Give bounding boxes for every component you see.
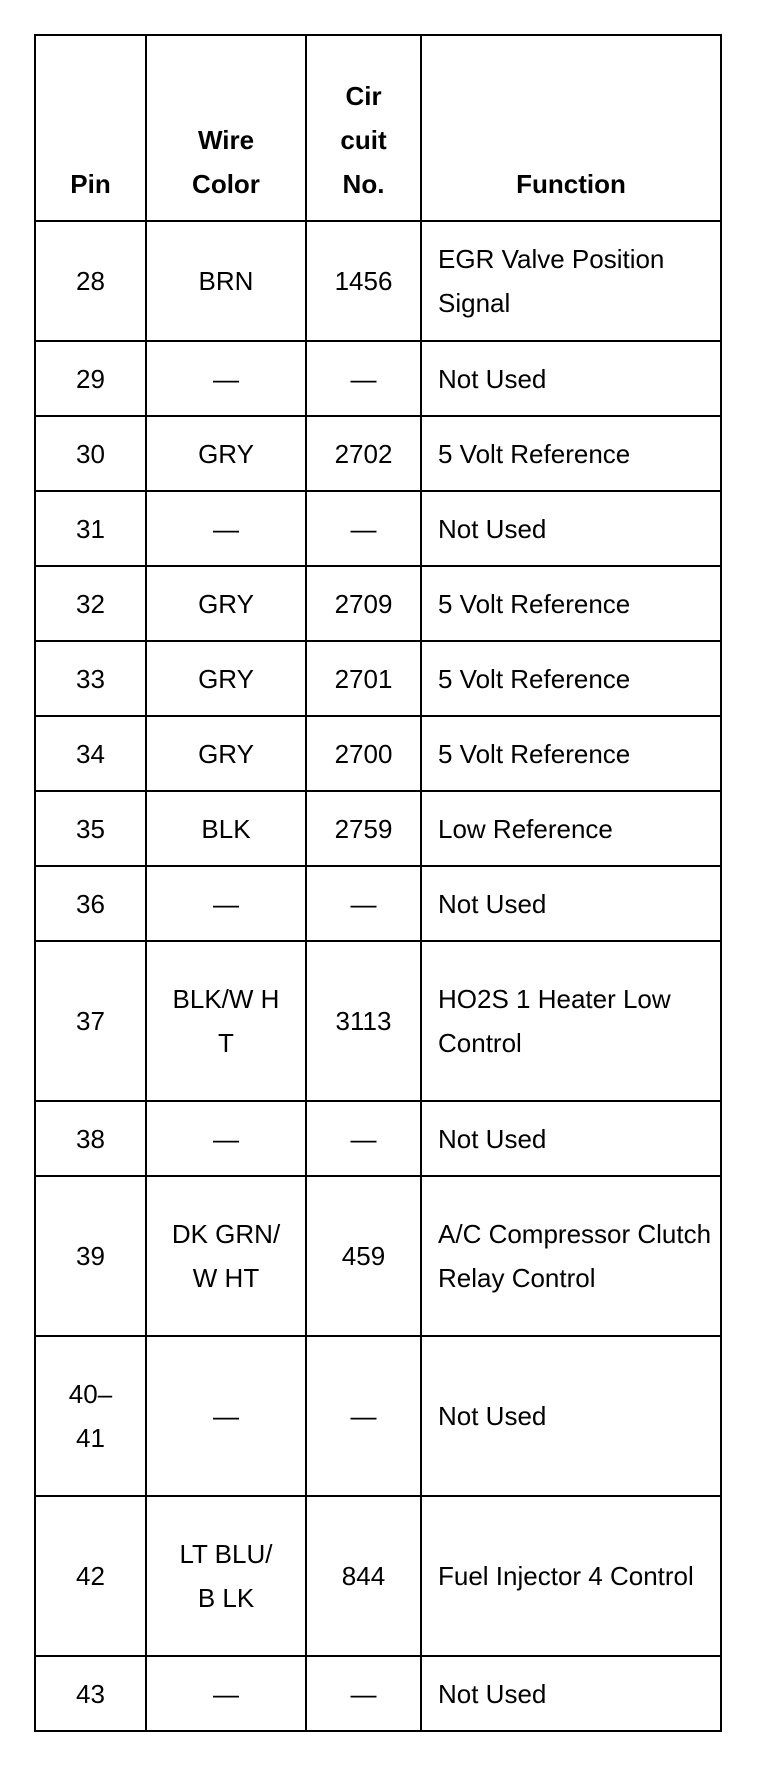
pin-cell: 40– 41 [35, 1336, 146, 1496]
wire-color-cell: GRY [146, 716, 306, 791]
table-row [35, 941, 721, 1101]
table-row [35, 1176, 721, 1336]
table-row [35, 641, 721, 716]
table-row [35, 1101, 721, 1176]
function-cell: 5 Volt Reference [421, 716, 721, 791]
table-row [35, 341, 721, 416]
circuit-cell: 2701 [306, 641, 421, 716]
pin-cell: 32 [35, 566, 146, 641]
wire-color-cell: — [146, 341, 306, 416]
header-pin: Pin [35, 35, 146, 221]
function-cell: 5 Volt Reference [421, 566, 721, 641]
pin-cell: 35 [35, 791, 146, 866]
circuit-cell: 2702 [306, 416, 421, 491]
wire-color-cell: — [146, 1656, 306, 1731]
pin-cell: 38 [35, 1101, 146, 1176]
function-cell: Fuel Injector 4 Control [421, 1496, 721, 1656]
pin-cell: 28 [35, 221, 146, 341]
pin-cell: 42 [35, 1496, 146, 1656]
table-row [35, 491, 721, 566]
table-header-row [35, 35, 721, 221]
circuit-cell: — [306, 866, 421, 941]
pin-cell: 30 [35, 416, 146, 491]
wire-color-cell: DK GRN/W HT [146, 1176, 306, 1336]
pin-cell: 33 [35, 641, 146, 716]
table-row [35, 791, 721, 866]
wire-color-cell: — [146, 1336, 306, 1496]
wire-color-cell: GRY [146, 566, 306, 641]
circuit-cell: 1456 [306, 221, 421, 341]
function-cell: Not Used [421, 866, 721, 941]
circuit-cell: 844 [306, 1496, 421, 1656]
function-cell: A/C Compressor Clutch Relay Control [421, 1176, 721, 1336]
wire-color-cell: GRY [146, 641, 306, 716]
table-row [35, 716, 721, 791]
pin-cell: 39 [35, 1176, 146, 1336]
function-cell: Not Used [421, 341, 721, 416]
table-row [35, 1496, 721, 1656]
function-cell: 5 Volt Reference [421, 641, 721, 716]
function-cell: HO2S 1 Heater Low Control [421, 941, 721, 1101]
table-row [35, 1336, 721, 1496]
pin-cell: 34 [35, 716, 146, 791]
header-circuit-no: Cir cuit No. [306, 35, 421, 221]
table-row [35, 866, 721, 941]
circuit-cell: — [306, 1336, 421, 1496]
table-row [35, 1656, 721, 1731]
function-cell: Not Used [421, 1336, 721, 1496]
wire-color-cell: — [146, 1101, 306, 1176]
function-cell: Not Used [421, 491, 721, 566]
circuit-cell: — [306, 491, 421, 566]
wire-color-cell: BLK/W HT [146, 941, 306, 1101]
circuit-cell: 3113 [306, 941, 421, 1101]
wire-color-cell: LT BLU/B LK [146, 1496, 306, 1656]
pin-cell: 31 [35, 491, 146, 566]
circuit-cell: 2759 [306, 791, 421, 866]
wire-color-cell: BLK [146, 791, 306, 866]
function-cell: Not Used [421, 1101, 721, 1176]
header-function: Function [421, 35, 721, 221]
circuit-cell: — [306, 341, 421, 416]
pin-table [34, 34, 722, 1732]
wire-color-cell: BRN [146, 221, 306, 341]
header-wire-color: Wire Color [146, 35, 306, 221]
circuit-cell: — [306, 1656, 421, 1731]
pin-cell: 29 [35, 341, 146, 416]
wire-color-cell: — [146, 866, 306, 941]
pin-cell: 36 [35, 866, 146, 941]
circuit-cell: 2709 [306, 566, 421, 641]
table-row [35, 221, 721, 341]
pin-cell: 43 [35, 1656, 146, 1731]
function-cell: EGR Valve Position Signal [421, 221, 721, 341]
circuit-cell: 2700 [306, 716, 421, 791]
wire-color-cell: — [146, 491, 306, 566]
function-cell: Low Reference [421, 791, 721, 866]
table-row [35, 416, 721, 491]
circuit-cell: 459 [306, 1176, 421, 1336]
function-cell: 5 Volt Reference [421, 416, 721, 491]
table-row [35, 566, 721, 641]
circuit-cell: — [306, 1101, 421, 1176]
pin-cell: 37 [35, 941, 146, 1101]
function-cell: Not Used [421, 1656, 721, 1731]
wire-color-cell: GRY [146, 416, 306, 491]
